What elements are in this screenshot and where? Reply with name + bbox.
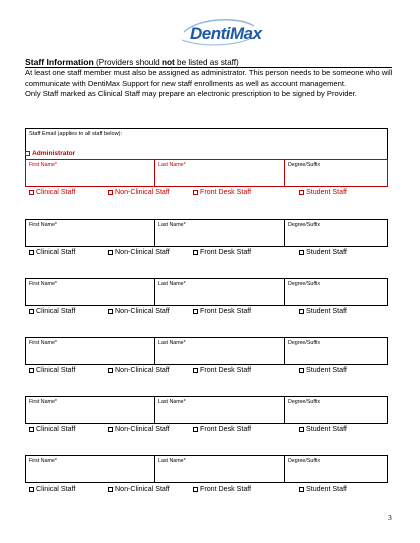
option-label: Non-Clinical Staff [115,248,170,256]
degree-suffix-field[interactable] [284,338,388,364]
first-name-field[interactable] [26,160,154,186]
degree-suffix-field-label: Degree/Suffix [288,162,320,168]
first-name-field[interactable] [26,456,154,482]
checkbox-icon[interactable] [29,190,34,195]
non-clinical-staff-checkbox[interactable] [108,307,170,315]
checkbox-icon[interactable] [299,309,304,314]
staff-information-heading [25,57,239,67]
clinical-staff-checkbox[interactable] [29,188,75,196]
first-name-field-label: First Name* [29,458,57,464]
checkbox-icon[interactable] [193,190,198,195]
checkbox-icon[interactable] [193,250,198,255]
last-name-field-label: Last Name* [158,458,186,464]
last-name-field-label: Last Name* [158,340,186,346]
front-desk-staff-checkbox[interactable] [193,188,251,196]
staff-type-options [29,307,389,317]
page-number: 3 [388,513,392,522]
option-label: Front Desk Staff [200,485,252,493]
first-name-field[interactable] [26,220,154,246]
option-label: Student Staff [306,248,347,256]
option-label: Front Desk Staff [200,188,252,196]
intro-line: Only Staff marked as Clinical Staff may prepare an electronic prescription to be signed by Provider. [25,89,357,99]
dentimax-logo [178,18,262,46]
student-staff-checkbox[interactable] [299,366,347,374]
checkbox-icon[interactable] [299,250,304,255]
checkbox-icon[interactable] [299,487,304,492]
option-label: Clinical Staff [36,188,76,196]
administrator-heading [25,150,75,157]
student-staff-checkbox[interactable] [299,425,347,433]
degree-suffix-field[interactable] [284,456,388,482]
last-name-field[interactable] [154,456,285,482]
checkbox-icon[interactable] [299,368,304,373]
student-staff-checkbox[interactable] [299,485,347,493]
option-label: Non-Clinical Staff [115,366,170,374]
checkbox-icon[interactable] [29,487,34,492]
option-label: Front Desk Staff [200,307,252,315]
intro-line: communicate with DentiMax Support for new staff enrollments as well as account management. [25,78,347,88]
degree-suffix-field-label: Degree/Suffix [288,340,320,346]
option-label: Front Desk Staff [200,366,252,374]
first-name-field-label: First Name* [29,162,57,168]
last-name-field[interactable] [154,338,285,364]
non-clinical-staff-checkbox[interactable] [108,485,170,493]
checkbox-icon[interactable] [108,368,113,373]
clinical-staff-checkbox[interactable] [29,425,75,433]
checkbox-icon[interactable] [25,151,30,156]
checkbox-icon[interactable] [193,309,198,314]
front-desk-staff-checkbox[interactable] [193,307,251,315]
checkbox-icon[interactable] [299,190,304,195]
intro-text [25,68,400,100]
checkbox-icon[interactable] [108,309,113,314]
first-name-field[interactable] [26,338,154,364]
option-label: Non-Clinical Staff [115,425,170,433]
clinical-staff-checkbox[interactable] [29,307,75,315]
checkbox-icon[interactable] [29,309,34,314]
staff-type-options [29,248,389,258]
non-clinical-staff-checkbox[interactable] [108,425,170,433]
last-name-field-label: Last Name* [158,222,186,228]
clinical-staff-checkbox[interactable] [29,485,75,493]
degree-suffix-field-label: Degree/Suffix [288,281,320,287]
first-name-field-label: First Name* [29,340,57,346]
checkbox-icon[interactable] [108,190,113,195]
first-name-field[interactable] [26,279,154,305]
staff-row [25,396,388,424]
staff-type-options [29,366,389,376]
section-title: Staff Information [25,57,94,67]
staff-row [25,219,388,247]
intro-line: At least one staff member must also be assigned as administrator. This person needs to be someone who will [25,68,393,77]
first-name-field[interactable] [26,397,154,423]
non-clinical-staff-checkbox[interactable] [108,188,170,196]
student-staff-checkbox[interactable] [299,248,347,256]
staff-type-options [29,425,389,435]
last-name-field-label: Last Name* [158,399,186,405]
option-label: Front Desk Staff [200,248,252,256]
checkbox-icon[interactable] [29,250,34,255]
staff-row [25,455,388,483]
heading-note-after: be listed as staff) [174,58,239,67]
option-label: Clinical Staff [36,366,76,374]
staff-type-options [29,188,389,198]
first-name-field-label: First Name* [29,281,57,287]
option-label: Non-Clinical Staff [115,307,170,315]
last-name-field-label: Last Name* [158,281,186,287]
student-staff-checkbox[interactable] [299,307,347,315]
checkbox-icon[interactable] [29,427,34,432]
degree-suffix-field-label: Degree/Suffix [288,458,320,464]
staff-row [25,278,388,306]
non-clinical-staff-checkbox[interactable] [108,366,170,374]
student-staff-checkbox[interactable] [299,188,347,196]
clinical-staff-checkbox[interactable] [29,248,75,256]
administrator-label: Administrator [32,150,76,157]
option-label: Non-Clinical Staff [115,188,170,196]
checkbox-icon[interactable] [193,487,198,492]
administrator-row [25,159,388,187]
degree-suffix-field[interactable] [284,397,388,423]
option-label: Clinical Staff [36,425,76,433]
degree-suffix-field[interactable] [284,220,388,246]
option-label: Clinical Staff [36,248,76,256]
logo-text: DentiMax [190,24,262,43]
heading-note-before: (Providers should [93,58,163,67]
front-desk-staff-checkbox[interactable] [193,248,251,256]
option-label: Clinical Staff [36,485,76,493]
degree-suffix-field[interactable] [284,160,388,186]
last-name-field[interactable] [154,279,285,305]
first-name-field-label: First Name* [29,222,57,228]
option-label: Student Staff [306,366,347,374]
front-desk-staff-checkbox[interactable] [193,366,251,374]
checkbox-icon[interactable] [193,368,198,373]
option-label: Student Staff [306,425,347,433]
front-desk-staff-checkbox[interactable] [193,425,251,433]
degree-suffix-field-label: Degree/Suffix [288,222,320,228]
last-name-field-label: Last Name* [158,162,186,168]
heading-note-bold: not [162,58,175,67]
option-label: Non-Clinical Staff [115,485,170,493]
option-label: Student Staff [306,485,347,493]
clinical-staff-checkbox[interactable] [29,366,75,374]
option-label: Front Desk Staff [200,425,252,433]
checkbox-icon[interactable] [193,427,198,432]
checkbox-icon[interactable] [29,368,34,373]
last-name-field[interactable] [154,397,285,423]
last-name-field[interactable] [154,220,285,246]
degree-suffix-field[interactable] [284,279,388,305]
option-label: Student Staff [306,188,347,196]
option-label: Student Staff [306,307,347,315]
checkbox-icon[interactable] [108,487,113,492]
staff-email-field[interactable] [25,128,388,160]
staff-email-label: Staff Email (applies to all staff below): [29,131,123,137]
checkbox-icon[interactable] [299,427,304,432]
non-clinical-staff-checkbox[interactable] [108,248,170,256]
checkbox-icon[interactable] [108,427,113,432]
checkbox-icon[interactable] [108,250,113,255]
front-desk-staff-checkbox[interactable] [193,485,251,493]
staff-row [25,337,388,365]
first-name-field-label: First Name* [29,399,57,405]
last-name-field[interactable] [154,160,285,186]
staff-type-options [29,485,389,495]
degree-suffix-field-label: Degree/Suffix [288,399,320,405]
option-label: Clinical Staff [36,307,76,315]
